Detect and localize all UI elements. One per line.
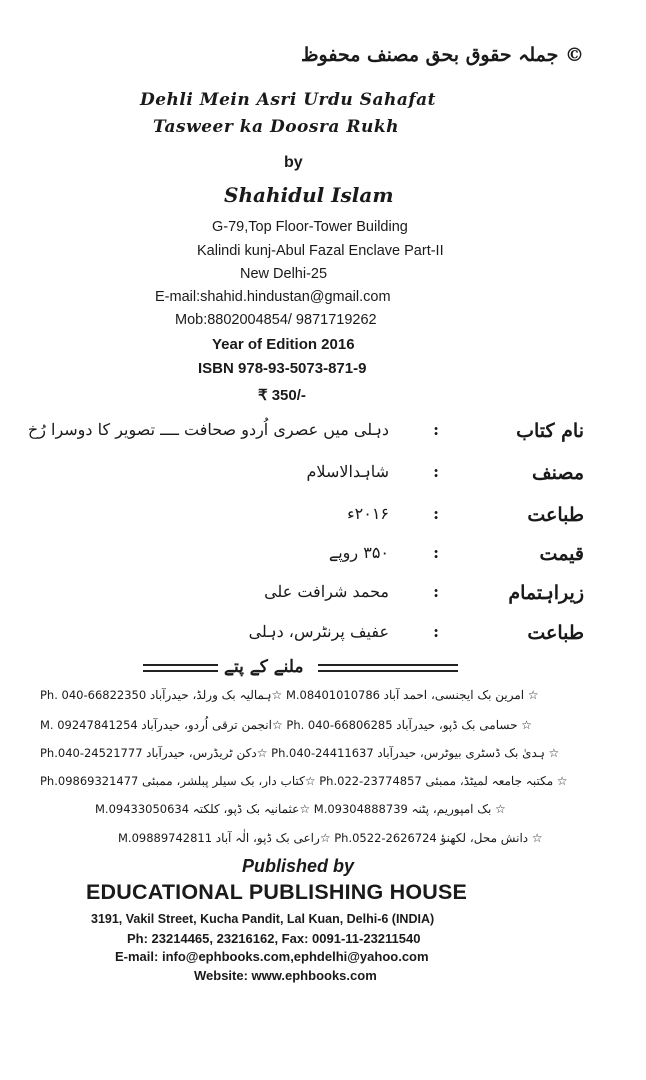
meta-colon: : (433, 420, 439, 439)
meta-row-price (54, 543, 584, 573)
star-icon: ☆ (556, 774, 568, 788)
meta-colon: : (433, 504, 439, 523)
star-icon: ☆ (495, 802, 506, 816)
author-name: Shahidul Islam (224, 183, 394, 207)
meta-label: طباعت (527, 504, 584, 526)
meta-colon: : (433, 582, 439, 601)
distributor-phone: M. 09247841254 (40, 718, 138, 732)
author-address-line: New Delhi-25 (240, 266, 328, 282)
distributor-phone: Ph. 040-66806285 (286, 718, 393, 732)
distributor-name: ہمالیہ بک ورلڈ، حیدرآباد (149, 688, 272, 702)
heading-rule-right (318, 670, 458, 672)
meta-colon: : (433, 622, 439, 641)
isbn: ISBN 978-93-5073-871-9 (198, 360, 367, 377)
distributor-row (95, 802, 506, 816)
star-icon: ☆ (304, 774, 316, 788)
author-email: E-mail:shahid.hindustan@gmail.com (155, 289, 391, 305)
meta-row-supervision (54, 582, 584, 612)
distributor-phone: Ph. 040-66822350 (40, 688, 147, 702)
meta-value: دہلی میں عصری اُردو صحافت ــــ تصویر کا دوسرا رُخ (27, 420, 389, 439)
distributor-name: امرین بک ایجنسی، احمد آباد (383, 688, 525, 702)
meta-label: طباعت (527, 622, 584, 644)
star-icon: ☆ (271, 718, 283, 732)
star-icon: ☆ (521, 718, 532, 732)
distributor-name: دکن ٹریڈرس، حیدرآباد (146, 746, 257, 760)
meta-value: عفیف پرنٹرس، دہلی (248, 622, 389, 641)
published-by-label: Published by (242, 856, 355, 876)
meta-row-printing-year (54, 504, 584, 534)
publisher-address: 3191, Vakil Street, Kucha Pandit, Lal Kuan, Delhi-6 (INDIA) (91, 912, 435, 926)
distributor-name: عثمانیہ بک ڈپو، کلکتہ (192, 802, 300, 816)
distributor-phone: Ph.040-24411637 (271, 746, 374, 760)
star-icon: ☆ (256, 746, 268, 760)
price: ₹ 350/- (258, 387, 306, 404)
meta-label: نام کتاب (516, 420, 584, 442)
star-icon: ☆ (527, 688, 539, 702)
distributor-phone: Ph.0522-2626724 (334, 831, 437, 845)
by-label: by (284, 154, 303, 171)
meta-value: ۳۵۰ روپے (328, 543, 389, 562)
heading-rule-left (143, 670, 218, 672)
distributor-phone: Ph.022-23774857 (319, 774, 422, 788)
publisher-website: Website: www.ephbooks.com (194, 968, 377, 983)
distributor-row (40, 688, 539, 702)
distributor-name: راعی بک ڈپو، الٰہ آباد (215, 831, 320, 845)
year-of-edition: Year of Edition 2016 (212, 336, 355, 353)
author-mobile: Mob:8802004854/ 9871719262 (175, 312, 377, 328)
author-address-line: G-79,Top Floor-Tower Building (212, 219, 408, 235)
book-title-line-2: Tasweer ka Doosra Rukh (153, 117, 399, 137)
distributor-name: مکتبہ جامعہ لمیٹڈ، ممبئی (425, 774, 554, 788)
distributor-name: انجمن ترقی اُردو، حیدرآباد (141, 718, 272, 732)
author-address-line: Kalindi kunj-Abul Fazal Enclave Part-II (197, 243, 444, 259)
meta-value: شاہدالاسلام (306, 462, 389, 481)
star-icon: ☆ (271, 688, 283, 702)
heading-rule-left (143, 664, 218, 666)
distributor-phone: Ph.040-24521777 (40, 746, 143, 760)
distributor-phone: M.08401010786 (285, 688, 380, 702)
meta-colon: : (433, 543, 439, 562)
heading-rule-right (318, 664, 458, 666)
distributor-row (40, 746, 559, 760)
distributor-phone: M.09889742811 (118, 831, 213, 845)
distributor-row (40, 718, 532, 732)
star-icon: ☆ (531, 831, 543, 845)
book-title-line-1: Dehli Mein Asri Urdu Sahafat (140, 90, 437, 110)
distributor-name: ہدیٰ بک ڈسٹری بیوٹرس، حیدرآباد (377, 746, 545, 760)
copyright-notice: © جملہ حقوق بحق مصنف محفوظ (300, 44, 584, 66)
publisher-phone: Ph: 23214465, 23216162, Fax: 0091-11-23211540 (127, 931, 421, 946)
distributor-name: بک امپوریم، پٹنہ (411, 802, 492, 816)
publisher-name: EDUCATIONAL PUBLISHING HOUSE (86, 880, 468, 904)
meta-row-author (54, 462, 584, 492)
distributor-name: حسامی بک ڈپو، حیدرآباد (396, 718, 518, 732)
distributor-name: کتاب دار، بک سیلر پبلشر، ممبئی (142, 774, 305, 788)
meta-label: مصنف (531, 462, 584, 484)
meta-value: محمد شرافت علی (264, 582, 389, 601)
publisher-email: E-mail: info@ephbooks.com,ephdelhi@yahoo.com (115, 949, 429, 964)
star-icon: ☆ (319, 831, 331, 845)
star-icon: ☆ (299, 802, 311, 816)
meta-row-printer (54, 622, 584, 652)
meta-row-book-name (27, 420, 584, 450)
meta-value: ۲۰۱۶ء (347, 504, 389, 523)
distributor-row (118, 831, 543, 845)
star-icon: ☆ (548, 746, 560, 760)
distributor-name: دانش محل، لکھنؤ (440, 831, 529, 845)
addresses-heading: ملنے کے پتے (224, 657, 304, 677)
meta-label: قیمت (539, 543, 584, 565)
distributor-phone: Ph.09869321477 (40, 774, 139, 788)
distributor-phone: M.09304888739 (313, 802, 408, 816)
distributor-row (40, 774, 568, 788)
meta-colon: : (433, 462, 439, 481)
meta-label: زیراہتمام (508, 582, 584, 604)
distributor-phone: M.09433050634 (95, 802, 190, 816)
